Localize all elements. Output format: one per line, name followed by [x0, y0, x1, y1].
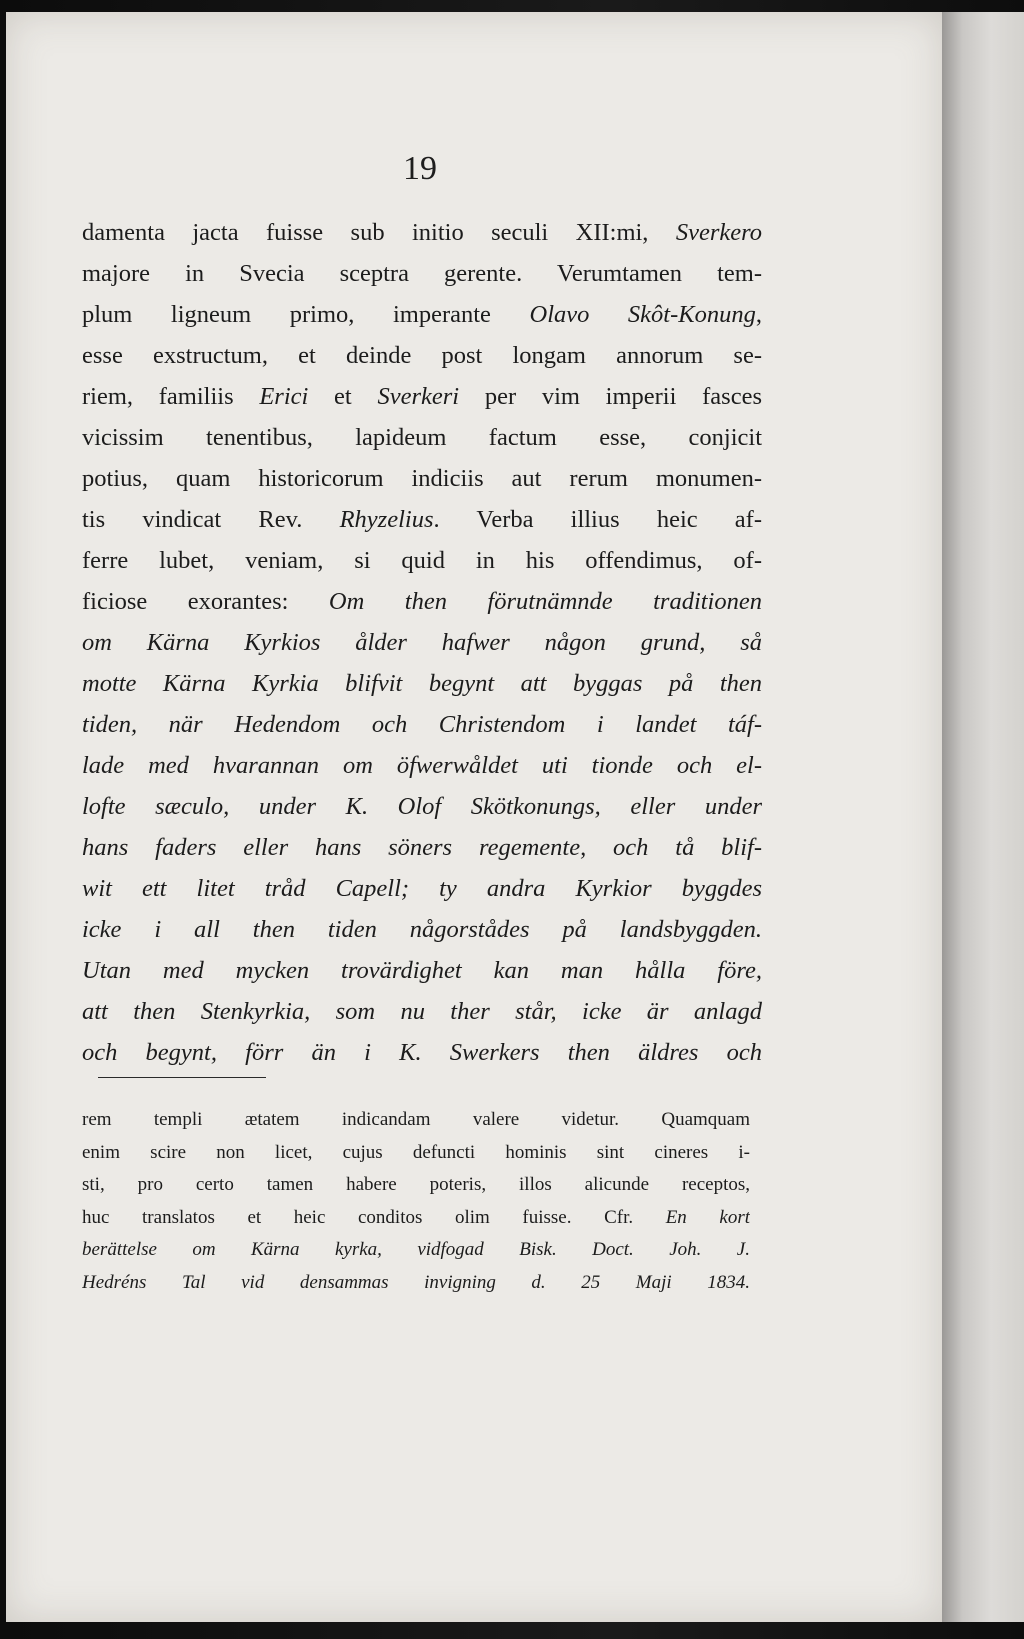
body-text-run: vicissim tenentibus, lapideum factum esse, conjicit — [82, 424, 762, 451]
body-line — [82, 991, 762, 1032]
footnote-line — [82, 1202, 750, 1235]
body-text-run: riem, familiis — [82, 383, 260, 410]
body-text-run: plum ligneum primo, imperante — [82, 301, 530, 328]
body-line — [82, 376, 762, 417]
body-line — [82, 786, 762, 827]
footnote-text-run: huc translatos et heic conditos olim fuisse. Cfr. — [82, 1206, 666, 1228]
body-text-run: Rhyzelius — [339, 506, 434, 533]
body-text-run: motte Kärna Kyrkia blifvit begynt att byggas på then — [82, 670, 762, 697]
body-text-run: Olavo Skôt-Konung — [529, 301, 756, 328]
body-text-run: att then Stenkyrkia, som nu ther står, icke är anlagd — [82, 998, 762, 1025]
body-line — [82, 253, 762, 294]
footnote-text-run: En kort — [665, 1206, 750, 1228]
body-line — [82, 499, 762, 540]
body-text-run: esse exstructum, et deinde post longam annorum se- — [82, 342, 762, 369]
body-line — [82, 581, 762, 622]
body-line — [82, 294, 762, 335]
body-text-run: per vim imperii fasces — [459, 383, 762, 410]
body-text-run: Sverkero — [675, 219, 762, 246]
footnote-line — [82, 1137, 750, 1170]
body-text-run: lade med hvarannan om öfwerwåldet uti tionde och el- — [82, 752, 762, 779]
body-text-run: et — [308, 383, 378, 410]
footnote-separator — [98, 1077, 266, 1078]
body-text-run: wit ett litet tråd Capell; ty andra Kyrkior byggdes — [82, 875, 762, 902]
body-text-run: damenta jacta fuisse sub initio seculi XII:mi, — [82, 219, 676, 246]
body-line — [82, 212, 762, 253]
body-line — [82, 1032, 762, 1073]
body-line — [82, 335, 762, 376]
body-line — [82, 704, 762, 745]
scan-edge — [942, 12, 1024, 1622]
body-text-run: Utan med mycken trovärdighet kan man hålla före, — [82, 957, 762, 984]
page-number: 19 — [403, 150, 437, 187]
footnote-text-run: berättelse om Kärna kyrka, vidfogad Bisk. Doct. Joh. J. — [82, 1239, 750, 1260]
body-text-run: , — [755, 301, 762, 328]
body-line — [82, 458, 762, 499]
body-text-run: och begynt, förr än i K. Swerkers then äldres och — [82, 1039, 762, 1066]
body-line — [82, 909, 762, 950]
main-body-text — [82, 212, 762, 1073]
footnote-text-run: enim scire non licet, cujus defuncti hominis sint cineres i- — [82, 1141, 750, 1163]
body-line — [82, 950, 762, 991]
body-text-run: ficiose exorantes: — [82, 588, 329, 615]
body-text-run: ferre lubet, veniam, si quid in his offendimus, of- — [82, 547, 762, 574]
body-text-run: Sverkeri — [377, 383, 460, 410]
footnote-text — [82, 1104, 750, 1299]
body-line — [82, 745, 762, 786]
footnote-line — [82, 1267, 750, 1300]
body-line — [82, 868, 762, 909]
footnote-line — [82, 1169, 750, 1202]
body-text-run: Om then förutnämnde traditionen — [328, 588, 762, 615]
body-text-run: icke i all then tiden någorstådes på landsbyggden. — [82, 916, 762, 943]
body-line — [82, 540, 762, 581]
body-text-run: Erici — [259, 383, 309, 410]
footnote-line — [82, 1104, 750, 1137]
body-text-run: majore in Svecia sceptra gerente. Verumtamen tem- — [82, 260, 762, 287]
body-line — [82, 827, 762, 868]
body-line — [82, 622, 762, 663]
body-line — [82, 663, 762, 704]
body-text-run: tiden, när Hedendom och Christendom i landet táf- — [82, 711, 762, 738]
body-text-run: lofte sæculo, under K. Olof Skötkonungs, eller under — [82, 793, 762, 820]
footnote-text-run: rem templi ætatem indicandam valere videtur. Quamquam — [82, 1109, 750, 1130]
body-text-run: potius, quam historicorum indiciis aut rerum monumen- — [82, 465, 762, 492]
footnote-line — [82, 1234, 750, 1267]
body-line — [82, 417, 762, 458]
footnote-text-run: sti, pro certo tamen habere poteris, illos alicunde receptos, — [82, 1174, 750, 1195]
body-text-run: om Kärna Kyrkios ålder hafwer någon grund, så — [82, 629, 762, 656]
body-text-run: hans faders eller hans söners regemente, och tå blif- — [82, 834, 762, 861]
footnote-text-run: Tal vid densammas invigning d. 25 Maji 1834. — [181, 1271, 750, 1293]
footnote-text-run — [146, 1272, 182, 1293]
body-text-run: tis vindicat Rev. — [82, 506, 340, 533]
footnote-text-run: Hedréns — [82, 1271, 147, 1293]
body-text-run: . Verba illius heic af- — [433, 506, 762, 533]
